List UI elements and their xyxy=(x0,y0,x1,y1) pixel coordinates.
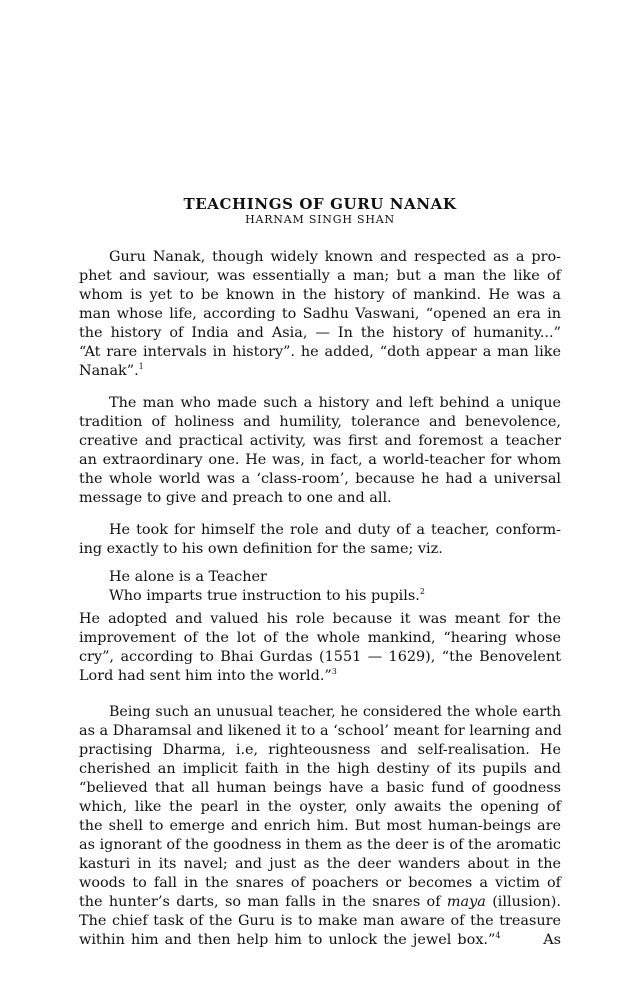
paragraph-1 xyxy=(79,248,561,381)
text-line: the whole world was a ‘class-room’, because he had a universal xyxy=(79,471,561,487)
paragraph-2 xyxy=(79,394,561,508)
text-line: Being such an unusual teacher, he considered the whole earth xyxy=(109,704,561,720)
text-line: improvement of the lot of the whole mankind, “hearing whose xyxy=(79,630,561,646)
footnote-marker: 4 xyxy=(495,931,501,941)
quote-line xyxy=(109,587,561,606)
text-line: as ignorant of the goodness in them as the deer is of the aromatic xyxy=(79,837,561,853)
paragraph-3 xyxy=(79,521,561,559)
text-line: The man who made such a history and left behind a unique xyxy=(109,395,561,411)
document-page xyxy=(79,195,561,963)
quote-line-content: Who imparts true instruction to his pupils. xyxy=(109,588,420,604)
text-line xyxy=(79,931,561,950)
text-line: Guru Nanak, though widely known and respected as a pro- xyxy=(109,249,561,265)
text-line: cry”, according to Bhai Gurdas (1551 — 1629), “the Benovelent xyxy=(79,649,561,665)
text-line: as a Dharamsal and likened it to a ‘school’ meant for learning and xyxy=(79,723,562,739)
article-author: HARNAM SINGH SHAN xyxy=(245,213,395,226)
text-line: cherished an implicit faith in the high destiny of its pupils and xyxy=(79,761,561,777)
footnote-marker: 3 xyxy=(331,667,337,677)
text-line: man whose life, according to Sadhu Vaswani, “opened an era in xyxy=(79,306,561,322)
paragraph-5 xyxy=(79,703,561,950)
text-line-content: the hunter’s darts, so man falls in the snares of xyxy=(79,894,447,910)
text-line: kasturi in its navel; and just as the deer wanders about in the xyxy=(79,856,561,872)
text-line-content: Nanak”. xyxy=(79,363,139,379)
text-line: He took for himself the role and duty of a teacher, conform- xyxy=(109,522,561,538)
text-line-content: (illusion). xyxy=(485,894,561,910)
text-line: an extraordinary one. He was, in fact, a world-teacher for whom xyxy=(79,452,561,468)
paragraph-4 xyxy=(79,610,561,686)
text-line: The chief task of the Guru is to make man aware of the treasure xyxy=(79,913,561,929)
text-line: tradition of holiness and humility, tolerance and benevolence, xyxy=(79,414,561,430)
text-line xyxy=(79,893,561,912)
text-line: the history of India and Asia, — In the history of humanity...” xyxy=(79,325,561,341)
footnote-marker: 2 xyxy=(419,587,425,597)
quote-line: He alone is a Teacher xyxy=(109,569,267,585)
footnote-marker: 1 xyxy=(138,362,144,372)
text-line: the shell to emerge and enrich him. But most human-beings are xyxy=(79,818,561,834)
text-line: He adopted and valued his role because it was meant for the xyxy=(79,611,561,627)
text-line: whom is yet to be known in the history of mankind. He was a xyxy=(79,287,561,303)
text-line xyxy=(79,667,561,686)
text-line-content: Lord had sent him into the world.” xyxy=(79,668,332,684)
text-line: ing exactly to his own definition for the same; viz. xyxy=(79,541,443,557)
text-line xyxy=(79,362,561,381)
text-line: which, like the pearl in the oyster, only awaits the opening of xyxy=(79,799,561,815)
block-quote xyxy=(109,568,561,606)
text-line-content: As xyxy=(543,932,561,948)
article-title: TEACHINGS OF GURU NANAK xyxy=(183,195,457,213)
text-line: practising Dharma, i.e, righteousness and self-realisation. He xyxy=(79,742,561,758)
text-line: phet and saviour, was essentially a man; but a man the like of xyxy=(79,268,561,284)
text-line: message to give and preach to one and all. xyxy=(79,490,392,506)
text-line: woods to fall in the snares of poachers or becomes a victim of xyxy=(79,875,561,891)
italic-term: maya xyxy=(446,894,486,910)
text-line: “believed that all human beings have a basic fund of goodness xyxy=(79,780,561,796)
text-line: “At rare intervals in history”. he added, “doth appear a man like xyxy=(79,344,561,360)
text-line: creative and practical activity, was first and foremost a teacher xyxy=(79,433,561,449)
text-line-content: within him and then help him to unlock the jewel box.” xyxy=(79,932,496,948)
